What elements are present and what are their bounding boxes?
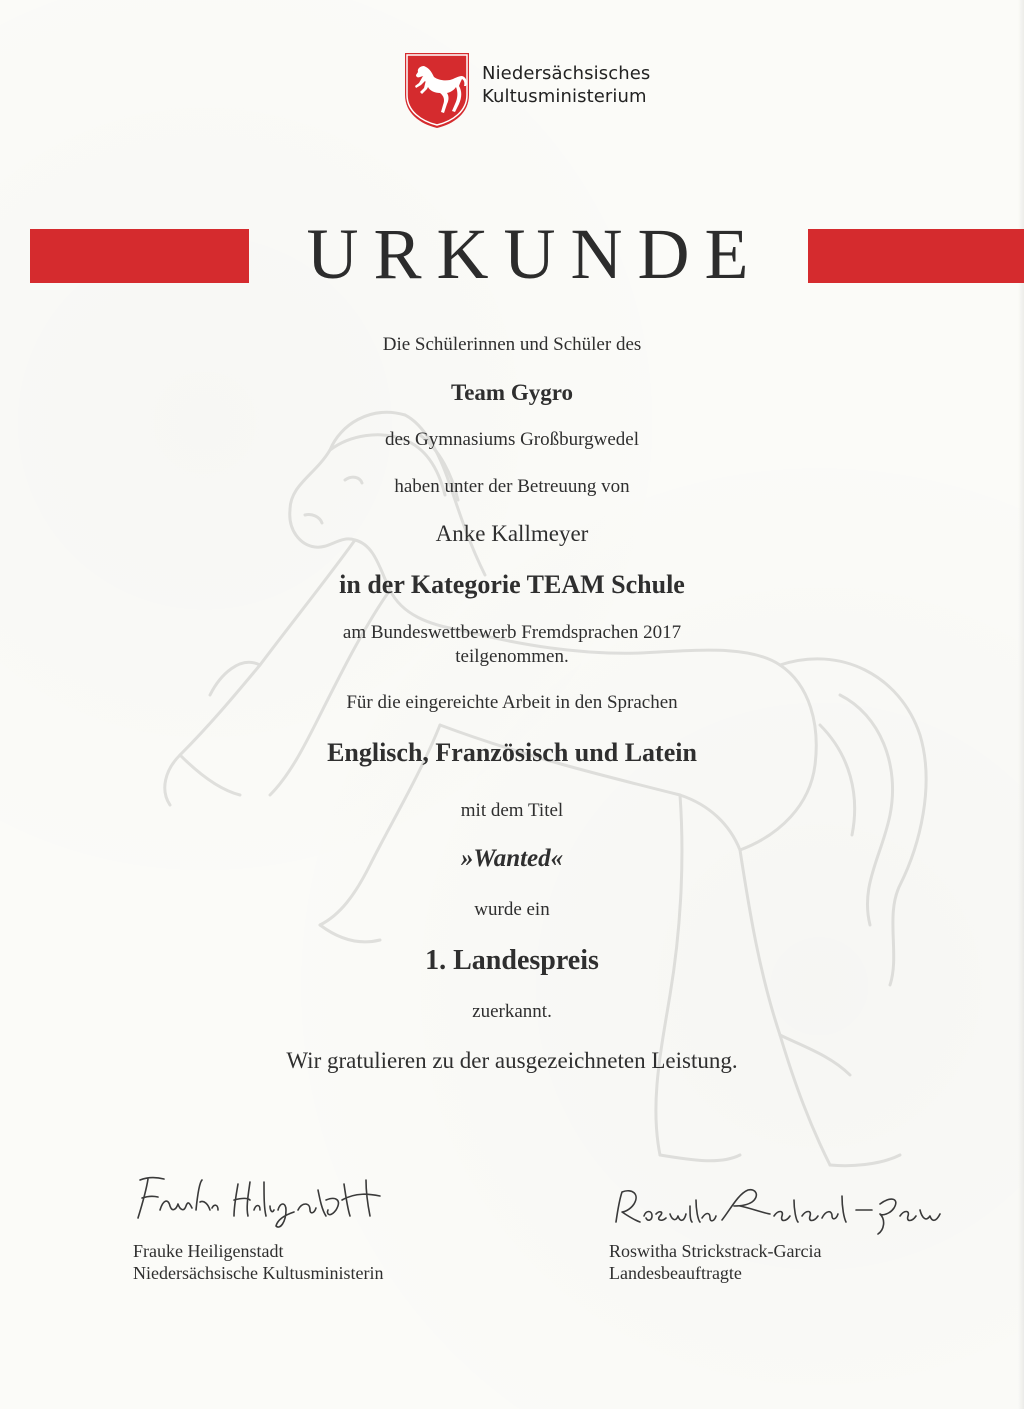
signer-left-role: Niedersächsische Kultusministerin xyxy=(133,1263,384,1283)
competition-line2: teilgenommen. xyxy=(455,646,569,667)
awarded-text: zuerkannt. xyxy=(472,1001,552,1022)
languages-text: Englisch, Französisch und Latein xyxy=(327,738,697,767)
teacher-name: Anke Kallmeyer xyxy=(435,521,589,546)
signer-right-role: Landesbeauftragte xyxy=(609,1263,742,1283)
school-name: des Gymnasiums Großburgwedel xyxy=(384,429,639,450)
ministry-name xyxy=(482,62,722,108)
title-band-left xyxy=(30,229,249,283)
award-text: 1. Landespreis xyxy=(425,945,599,976)
congrats-text: Wir gratulieren zu der ausgezeichneten Leistung. xyxy=(286,1048,738,1073)
signer-left xyxy=(133,1240,383,1284)
work-title: »Wanted« xyxy=(460,845,564,872)
signature-left xyxy=(130,1170,400,1235)
certificate-title: URKUNDE xyxy=(306,214,764,294)
signer-left-name: Frauke Heiligenstadt xyxy=(133,1241,284,1261)
signer-right-name: Roswitha Strickstrack-Garcia xyxy=(609,1241,822,1261)
languages-intro: Für die eingereichte Arbeit in den Sprachen xyxy=(346,692,678,713)
intro-text: Die Schülerinnen und Schüler des xyxy=(382,334,642,355)
award-intro: wurde ein xyxy=(474,899,550,920)
ministry-name-line2: Kultusministerium xyxy=(482,86,647,107)
category-text: in der Kategorie TEAM Schule xyxy=(339,570,685,599)
competition-line1: am Bundeswettbewerb Fremdsprachen 2017 xyxy=(342,622,682,643)
signature-right xyxy=(610,1180,950,1240)
ministry-name-line1: Niedersächsisches xyxy=(482,63,651,84)
lower-saxony-horse-shield-icon xyxy=(402,50,472,130)
signer-right xyxy=(609,1240,821,1284)
title-band-right xyxy=(808,229,1024,283)
ministry-logo xyxy=(402,50,722,134)
team-name: Team Gygro xyxy=(450,380,574,405)
supervision-text: haben unter der Betreuung von xyxy=(394,476,630,497)
title-intro: mit dem Titel xyxy=(460,800,564,821)
